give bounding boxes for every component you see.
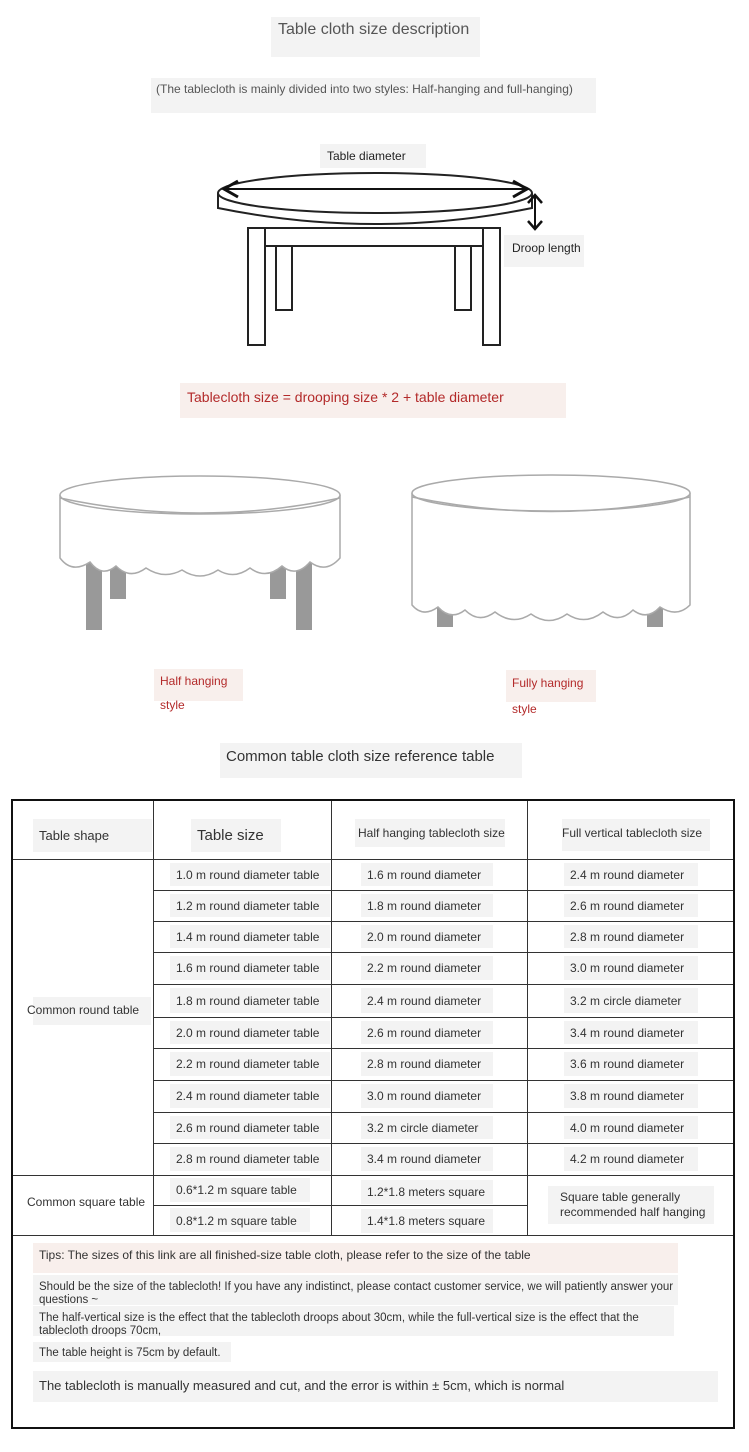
table-cell-full: 4.0 m round diameter [570,1121,685,1135]
grid-vline [331,801,332,1235]
table-cell-full: 2.6 m round diameter [570,899,685,913]
tip-line-5: The tablecloth is manually measured and cut, and the error is within ± 5cm, which is normal [39,1378,565,1393]
column-header-full: Full vertical tablecloth size [562,819,710,851]
grid-hline [153,984,733,985]
column-header-size: Table size [191,819,281,852]
table-cell-size: 2.8 m round diameter table [176,1152,320,1166]
droop-length-label: Droop length [504,235,584,267]
table-cell-half: 2.4 m round diameter [367,994,482,1008]
half-hanging-label: Half hanging style [154,669,243,701]
tip-line-4: The table height is 75cm by default. [39,1347,221,1359]
table-cell-full: 3.4 m round diameter [570,1026,685,1040]
tip-line-2: Should be the size of the tablecloth! If you have any indistinct, please contact customer service, we will patiently answer your questions ~ [39,1281,674,1306]
table-cell-size: 1.0 m round diameter table [176,868,320,882]
table-cell-size: 1.6 m round diameter table [176,961,320,975]
table-cell-full: 3.6 m round diameter [570,1057,685,1071]
grid-vline [527,801,528,1235]
table-cell-size: 2.2 m round diameter table [176,1057,320,1071]
grid-hline [153,952,733,953]
page-title: Table cloth size description [271,17,480,57]
full-hanging-label: Fully hanging style [506,670,596,702]
grid-hline [13,1175,733,1176]
grid-hline [13,859,733,860]
column-header-shape: Table shape [33,819,152,852]
table-cell-size: 2.4 m round diameter table [176,1089,320,1103]
table-cell-full: 2.4 m round diameter [570,868,685,882]
table-cell-size: 0.8*1.2 m square table [176,1214,297,1228]
round-group-label: Common round table [27,1003,140,1017]
half-hanging-illustration [50,470,350,640]
tip-line-1: Tips: The sizes of this link are all finished-size table cloth, please refer to the size of the table [39,1248,531,1262]
grid-hline [153,1017,733,1018]
grid-hline [153,1143,733,1144]
square-full-note-2: recommended half hanging [560,1205,706,1219]
table-cell-half: 3.0 m round diameter [367,1089,482,1103]
grid-hline [153,1080,733,1081]
table-cell-half: 2.8 m round diameter [367,1057,482,1071]
column-header-half: Half hanging tablecloth size [355,819,505,847]
table-cell-size: 1.2 m round diameter table [176,899,320,913]
grid-hline [153,1112,733,1113]
table-cell-full: 3.8 m round diameter [570,1089,685,1103]
table-cell-half: 1.6 m round diameter [367,868,482,882]
table-cell-size: 2.6 m round diameter table [176,1121,320,1135]
reference-table-title: Common table cloth size reference table [220,743,522,778]
table-cell-full: 4.2 m round diameter [570,1152,685,1166]
table-cell-size: 1.4 m round diameter table [176,930,320,944]
square-full-note-1: Square table generally [560,1190,681,1204]
grid-vline [153,801,154,1235]
table-cell-full: 3.0 m round diameter [570,961,685,975]
table-cell-half: 1.8 m round diameter [367,899,482,913]
grid-hline [153,1205,527,1206]
table-cell-size: 1.8 m round diameter table [176,994,320,1008]
grid-hline [153,890,733,891]
table-cell-half: 3.4 m round diameter [367,1152,482,1166]
size-formula: Tablecloth size = drooping size * 2 + table diameter [180,383,566,418]
table-cell-full: 2.8 m round diameter [570,930,685,944]
table-cell-size: 0.6*1.2 m square table [176,1183,297,1197]
table-diameter-label: Table diameter [320,144,426,168]
table-cell-full: 3.2 m circle diameter [570,994,682,1008]
grid-hline [13,1235,733,1236]
grid-hline [153,921,733,922]
table-cell-half: 2.0 m round diameter [367,930,482,944]
table-cell-half: 3.2 m circle diameter [367,1121,479,1135]
table-cell-size: 2.0 m round diameter table [176,1026,320,1040]
table-diameter-diagram [0,0,749,360]
table-cell-half: 1.2*1.8 meters square [367,1185,486,1199]
square-group-label: Common square table [27,1195,146,1209]
table-cell-half: 1.4*1.8 meters square [367,1214,486,1228]
page-subtitle: (The tablecloth is mainly divided into two styles: Half-hanging and full-hanging) [151,78,596,113]
grid-hline [153,1048,733,1049]
full-hanging-illustration [405,470,700,640]
table-cell-half: 2.2 m round diameter [367,961,482,975]
table-cell-half: 2.6 m round diameter [367,1026,482,1040]
tip-line-3: The half-vertical size is the effect that the tablecloth droops about 30cm, while the full-vertical size is the effect that the tablecloth droops 70cm, [39,1312,639,1337]
